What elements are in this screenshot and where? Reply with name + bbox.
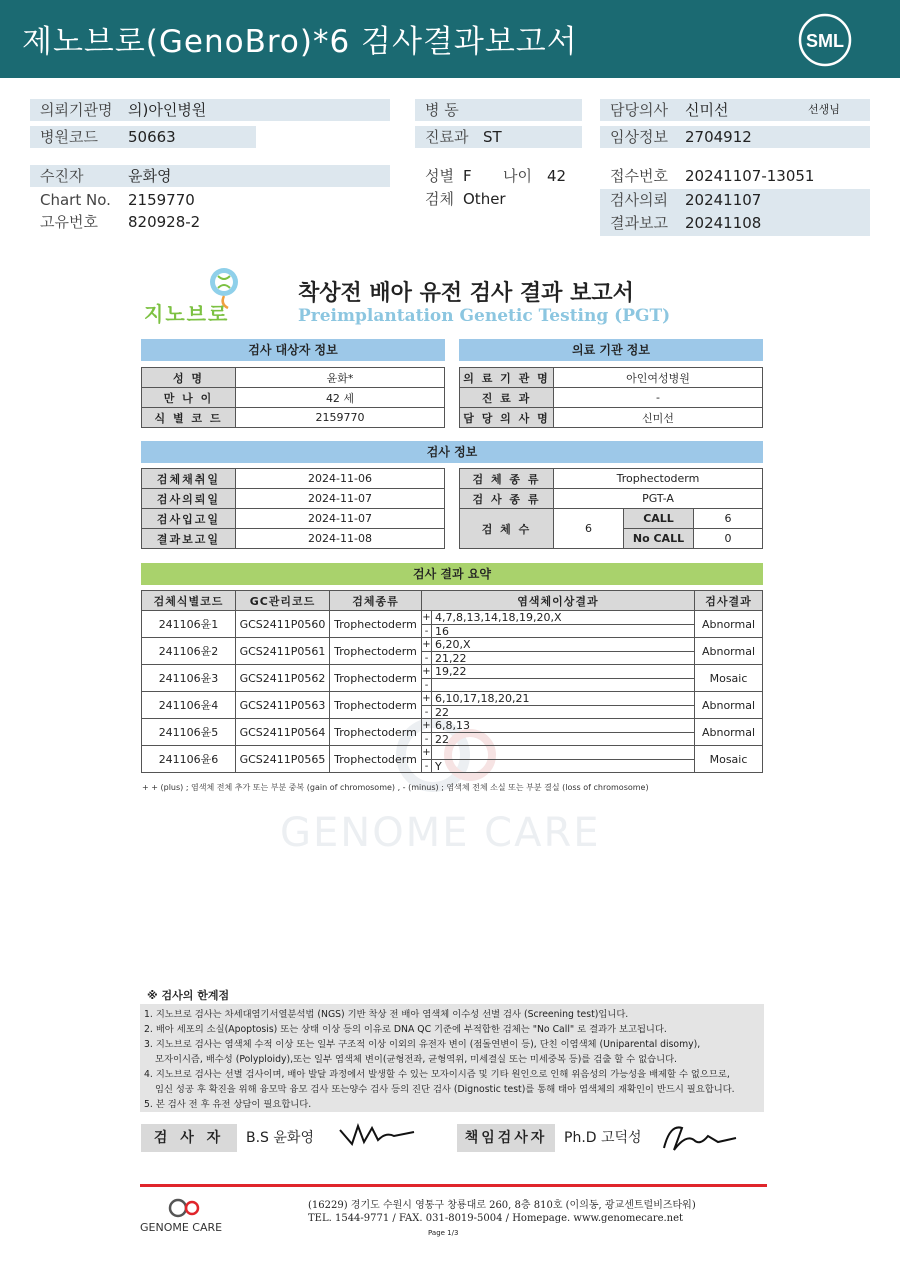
plus-value: 19,22: [435, 665, 467, 678]
table-row: [142, 509, 445, 529]
contact-line: TEL. 1544-9771 / FAX. 031-8019-5004 / Homepage. www.genomecare.net: [308, 1213, 684, 1224]
table-row: [460, 469, 763, 489]
report-title-en: Preimplantation Genetic Testing (PGT): [298, 306, 671, 326]
label: 검 체 종 류: [460, 469, 554, 489]
table-row: [142, 489, 445, 509]
value: Other: [463, 190, 506, 208]
label: 접수번호: [610, 167, 668, 185]
label: 검체: [425, 190, 454, 208]
minus-sign: -: [422, 652, 432, 664]
sml-logo: [798, 13, 852, 67]
label: 검사입고일: [142, 509, 236, 529]
value: 2704912: [685, 128, 752, 146]
subject-heading: 검사 대상자 정보: [141, 339, 445, 361]
limitation-line: 3. 지노브로 검사는 염색체 수적 이상 또는 일부 구조적 이상 이외의 유전자 변이 (점돌연변이 등), 단친 이염색체 (Uniparental disomy),: [144, 1039, 701, 1050]
value: 윤화영: [128, 167, 172, 185]
cell-gc: GCS2411P0560: [236, 611, 330, 638]
chart-no-row: [30, 189, 390, 211]
requesting-institution-row: [30, 99, 390, 121]
summary-footnote: + + (plus) ; 염색체 전체 추가 또는 부분 중복 (gain of chromosome) , - (minus) ; 염색체 전체 소실 또는 부분 결실 (loss of chromosome): [142, 783, 649, 792]
cell-result: Abnormal: [695, 719, 763, 746]
label: 의 료 기 관 명: [460, 368, 554, 388]
footer-divider: [140, 1184, 767, 1187]
cell-type: Trophectoderm: [330, 665, 422, 692]
value: Trophectoderm: [554, 469, 763, 489]
test-dates-table: [141, 468, 445, 549]
examiner-signature: [338, 1122, 418, 1152]
column-header: 염색체이상결과: [422, 591, 695, 611]
value: 820928-2: [128, 213, 201, 231]
label: 담당의사: [610, 101, 668, 119]
cell-chromosome: [422, 692, 695, 719]
limitation-line: 5. 본 검사 전 후 유전 상담이 필요합니다.: [144, 1099, 312, 1110]
department-row: [415, 126, 582, 148]
value: 20241108: [685, 214, 762, 232]
cell-id: 241106윤4: [142, 692, 236, 719]
cell-chromosome: [422, 638, 695, 665]
report-title-ko: 착상전 배아 유전 검사 결과 보고서: [298, 281, 634, 306]
cell-type: Trophectoderm: [330, 719, 422, 746]
table-row: [142, 611, 763, 638]
label: 검체채취일: [142, 469, 236, 489]
label: 고유번호: [40, 213, 98, 231]
value: 6: [694, 509, 763, 529]
limitation-line: 4. 지노브로 검사는 선별 검사이며, 배아 발달 과정에서 발생할 수 있는 모자이시즘 및 기타 원인으로 인해 위음성의 가능성을 배제할 수 없으므로,: [144, 1069, 730, 1080]
table-row: [460, 408, 763, 428]
value: 의)아인병원: [128, 101, 207, 119]
value: 2159770: [236, 408, 445, 428]
responsible-name: Ph.D 고덕성: [564, 1130, 642, 1146]
minus-sign: -: [422, 679, 432, 691]
minus-sign: -: [422, 625, 432, 637]
test-info-heading: 검사 정보: [141, 441, 763, 463]
page-number: Page 1/3: [428, 1229, 459, 1237]
cell-id: 241106윤6: [142, 746, 236, 773]
cell-type: Trophectoderm: [330, 638, 422, 665]
cell-id: 241106윤1: [142, 611, 236, 638]
institution-table: [459, 367, 763, 428]
subject-table: [141, 367, 445, 428]
specimen-row: [415, 188, 595, 210]
value: 신미선: [554, 408, 763, 428]
responsible-signature: [660, 1120, 740, 1154]
value: 2024-11-06: [236, 469, 445, 489]
value: 6: [554, 509, 624, 549]
table-row: [460, 489, 763, 509]
cell-type: Trophectoderm: [330, 746, 422, 773]
value: 신미선: [685, 101, 729, 119]
label: 성 명: [142, 368, 236, 388]
table-row: [142, 692, 763, 719]
plus-sign: +: [422, 747, 431, 758]
cell-gc: GCS2411P0561: [236, 638, 330, 665]
column-header: 검사결과: [695, 591, 763, 611]
value: ST: [483, 128, 502, 146]
table-row: [142, 469, 445, 489]
cell-chromosome: [422, 719, 695, 746]
summary-table: [141, 590, 763, 773]
cell-gc: GCS2411P0562: [236, 665, 330, 692]
cell-gc: GCS2411P0563: [236, 692, 330, 719]
limitation-line: 2. 배아 세포의 소실(Apoptosis) 또는 상태 이상 등의 이유로 DNA QC 기준에 부적합한 검체는 "No Call" 로 결과가 보고됩니다.: [144, 1024, 667, 1035]
header-bar: [0, 0, 900, 78]
value: 50663: [128, 128, 176, 146]
plus-sign: +: [422, 693, 431, 704]
minus-value: 22: [435, 706, 449, 719]
cell-result: Mosaic: [695, 746, 763, 773]
limitations-title: ※ 검사의 한계점: [147, 989, 230, 1002]
table-row: [142, 388, 445, 408]
report-title: 제노브로(GenoBro)*6 검사결과보고서: [22, 24, 578, 60]
label: 나이: [503, 167, 532, 185]
label: 식 별 코 드: [142, 408, 236, 428]
minus-value: [432, 679, 435, 691]
label: 성별: [425, 167, 454, 185]
limitations-box: [140, 1004, 764, 1112]
genobro-brand: 지노브로: [144, 302, 230, 326]
plus-sign: +: [422, 612, 431, 623]
sex-age-row: [415, 165, 595, 187]
value: F: [463, 167, 472, 185]
cell-type: Trophectoderm: [330, 611, 422, 638]
label: CALL: [624, 509, 694, 529]
cell-result: Abnormal: [695, 611, 763, 638]
dates-block: [600, 189, 870, 236]
label: No CALL: [624, 529, 694, 549]
minus-value: 22: [435, 733, 449, 746]
column-header: GC관리코드: [236, 591, 330, 611]
table-row: [142, 638, 763, 665]
examiner-label: 검 사 자: [141, 1124, 237, 1152]
label: 병 동: [425, 101, 459, 119]
value: 20241107: [685, 191, 762, 209]
value: 아인여성병원: [554, 368, 763, 388]
patient-row: [30, 165, 390, 187]
column-header: 검체종류: [330, 591, 422, 611]
table-row: [142, 529, 445, 549]
test-type-table: [459, 468, 763, 549]
plus-sign: +: [422, 639, 431, 650]
label: 검사의뢰일: [142, 489, 236, 509]
responsible-label: 책임검사자: [457, 1124, 555, 1152]
ward-row: [415, 99, 582, 121]
cell-chromosome: [422, 611, 695, 638]
value: 윤화*: [236, 368, 445, 388]
label: 결과보고: [610, 214, 668, 232]
cell-result: Abnormal: [695, 638, 763, 665]
value: 2159770: [128, 191, 195, 209]
plus-value: 4,7,8,13,14,18,19,20,X: [435, 611, 562, 624]
column-header: 검체식별코드: [142, 591, 236, 611]
cell-type: Trophectoderm: [330, 692, 422, 719]
table-row: [460, 509, 763, 529]
table-row: [142, 719, 763, 746]
label: 병원코드: [40, 128, 98, 146]
value: 42: [547, 167, 567, 185]
cell-id: 241106윤5: [142, 719, 236, 746]
label: 만 나 이: [142, 388, 236, 408]
clinical-info-row: [600, 126, 870, 148]
minus-sign: -: [422, 733, 432, 745]
plus-value: 6,20,X: [435, 638, 471, 651]
summary-heading: 검사 결과 요약: [141, 563, 763, 585]
cell-result: Mosaic: [695, 665, 763, 692]
cell-id: 241106윤2: [142, 638, 236, 665]
table-row: [142, 665, 763, 692]
label: Chart No.: [40, 191, 111, 209]
label: 수진자: [40, 167, 84, 185]
cell-gc: GCS2411P0564: [236, 719, 330, 746]
label: 담 당 의 사 명: [460, 408, 554, 428]
label: 검 체 수: [460, 509, 554, 549]
table-row: [460, 368, 763, 388]
value: 2024-11-08: [236, 529, 445, 549]
minus-value: 16: [435, 625, 449, 638]
unique-no-row: [30, 211, 390, 233]
report-heading: [140, 262, 770, 330]
cell-chromosome: [422, 746, 695, 773]
value: 선생님: [808, 103, 840, 116]
receipt-no-row: [600, 165, 870, 187]
limitation-line: 1. 지노브로 검사는 차세대염기서열분석법 (NGS) 기반 착상 전 배아 염색체 이수성 선별 검사 (Screening test)입니다.: [144, 1009, 629, 1020]
minus-sign: -: [422, 760, 432, 772]
sml-logo-text: SML: [806, 31, 844, 51]
plus-value: [432, 746, 435, 759]
plus-sign: +: [422, 720, 431, 731]
footer-address: [308, 1199, 696, 1225]
value: 0: [694, 529, 763, 549]
minus-value: 21,22: [435, 652, 467, 665]
label: 검 사 종 류: [460, 489, 554, 509]
cell-gc: GCS2411P0565: [236, 746, 330, 773]
value: 2024-11-07: [236, 489, 445, 509]
watermark-text: GENOME CARE: [280, 810, 601, 856]
minus-value: Y: [435, 760, 442, 773]
label: 진료과: [425, 128, 469, 146]
address-line: (16229) 경기도 수원시 영통구 창룡대로 260, 8층 810호 (이의동, 광교센트럴비즈타워): [308, 1200, 696, 1211]
cell-chromosome: [422, 665, 695, 692]
label: 임상정보: [610, 128, 668, 146]
plus-value: 6,8,13: [435, 719, 470, 732]
value: 20241107-13051: [685, 167, 815, 185]
cell-result: Abnormal: [695, 692, 763, 719]
table-header-row: [142, 591, 763, 611]
value: 42 세: [236, 388, 445, 408]
minus-sign: -: [422, 706, 432, 718]
table-row: [142, 368, 445, 388]
value: -: [554, 388, 763, 408]
cell-id: 241106윤3: [142, 665, 236, 692]
plus-sign: +: [422, 666, 431, 677]
plus-value: 6,10,17,18,20,21: [435, 692, 530, 705]
limitation-line: 모자이시즘, 배수성 (Polyploidy),또는 일부 염색체 변이(균형전좌, 균형역위, 미세결실 또는 미세중복 등)를 검출 할 수 없습니다.: [155, 1054, 677, 1065]
table-row: [142, 408, 445, 428]
label: 검사의뢰: [610, 191, 668, 209]
label: 진 료 과: [460, 388, 554, 408]
hospital-code-row: [30, 126, 256, 148]
value: 2024-11-07: [236, 509, 445, 529]
table-row: [460, 388, 763, 408]
value: PGT-A: [554, 489, 763, 509]
genome-care-logo-text: GENOME CARE: [140, 1221, 223, 1234]
label: 결과보고일: [142, 529, 236, 549]
examiner-name: B.S 윤화영: [246, 1130, 314, 1146]
table-row: [142, 746, 763, 773]
limitation-line: 임신 성공 후 확진을 위해 융모막 융모 검사 또는양수 검사 등의 진단 검사 (Dignostic test)를 통해 태아 염색체의 재확인이 반드시 필요합니다.: [155, 1084, 735, 1095]
label: 의뢰기관명: [40, 101, 113, 119]
doctor-row: [600, 99, 870, 121]
institution-heading: 의료 기관 정보: [459, 339, 763, 361]
